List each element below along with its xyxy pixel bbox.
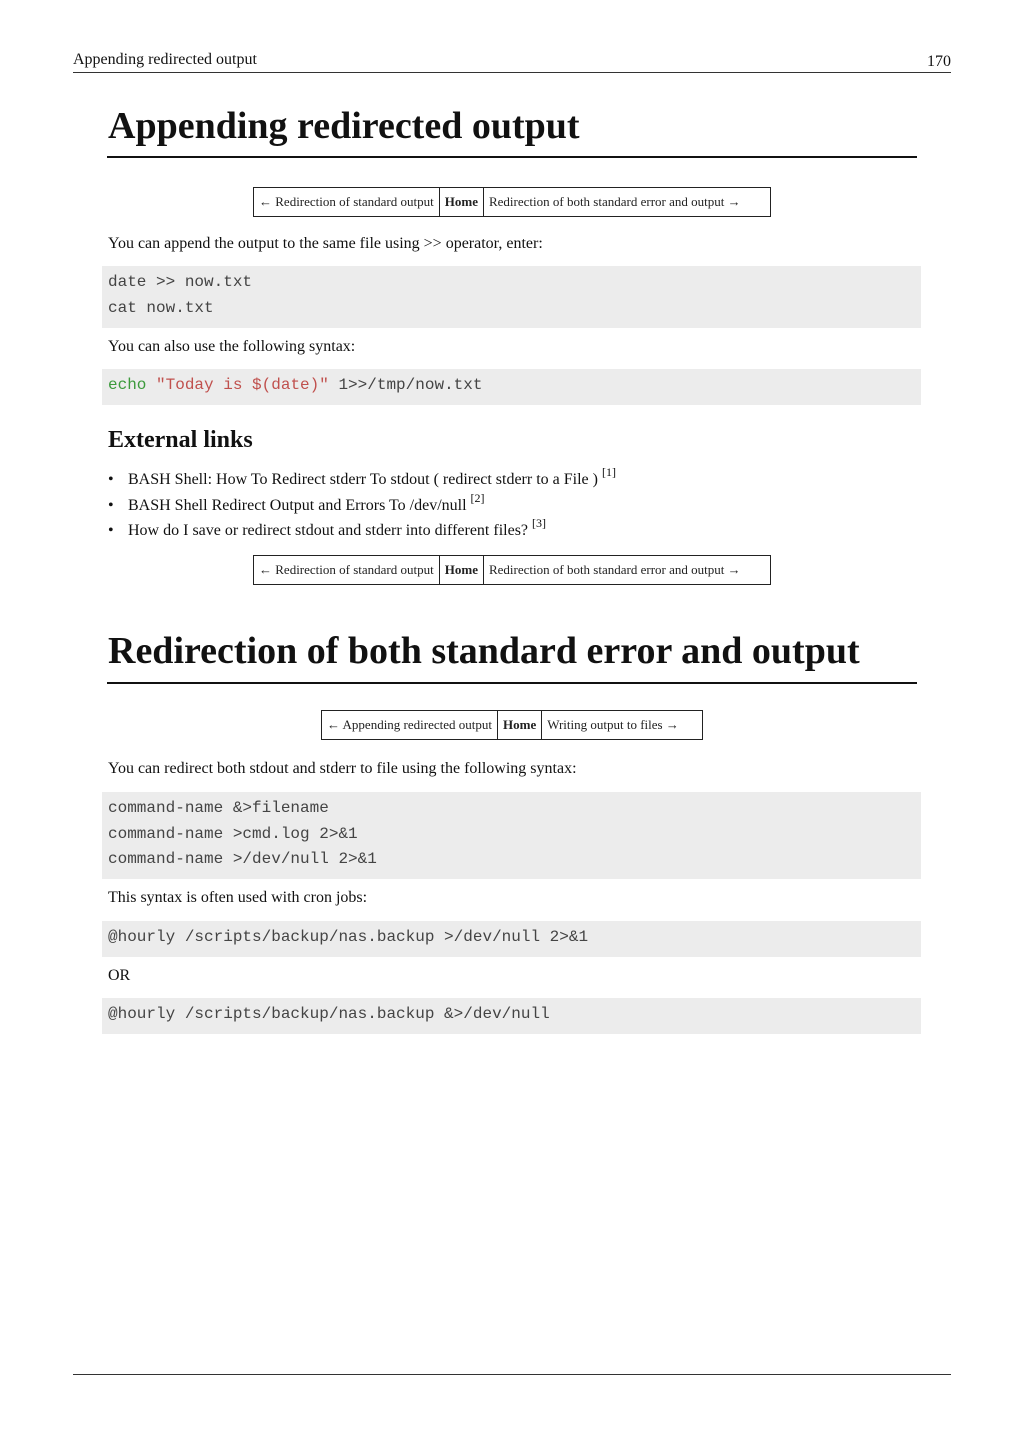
code-keyword: echo	[108, 376, 147, 394]
nav-box-bottom	[253, 555, 771, 585]
external-links-heading: External links	[108, 427, 253, 453]
running-header-title: Appending redirected output	[73, 51, 257, 68]
external-link[interactable]: BASH Shell Redirect Output and Errors To /dev/null	[128, 496, 467, 514]
nav-box-top	[253, 187, 771, 217]
page-number: 170	[927, 53, 951, 70]
code-rest: 1>>/tmp/now.txt	[328, 376, 483, 394]
reference-link[interactable]: [1]	[601, 465, 616, 479]
syntax-paragraph: You can also use the following syntax:	[108, 338, 356, 355]
code-block-append	[102, 266, 921, 328]
nav-prev-link[interactable]: ← Redirection of standard output	[259, 562, 434, 577]
nav-prev-link[interactable]: ← Appending redirected output	[327, 717, 492, 732]
nav-next-link[interactable]: Redirection of both standard error and output →	[483, 556, 746, 584]
intro-paragraph: You can append the output to the same file using >> operator, enter:	[108, 235, 543, 252]
nav-box-section2	[321, 710, 703, 740]
section-title-rule	[107, 156, 917, 158]
footer-rule	[73, 1374, 951, 1375]
reference-link[interactable]: [3]	[532, 516, 547, 530]
code-line: cat now.txt	[108, 298, 214, 317]
code-line: date >> now.txt	[108, 273, 253, 291]
list-item	[108, 460, 616, 486]
code-block-redirect-both	[102, 792, 921, 879]
nav-next-link[interactable]: Redirection of both standard error and output →	[483, 188, 746, 216]
bullet-icon: •	[108, 496, 114, 514]
code-line: command-name >cmd.log 2>&1	[108, 824, 358, 843]
list-item	[108, 511, 616, 537]
running-header	[73, 50, 951, 73]
reference-link[interactable]: [2]	[470, 490, 485, 505]
code-block-echo	[102, 369, 921, 405]
code-line: command-name &>filename	[108, 799, 329, 817]
nav-home-link[interactable]: Home	[497, 711, 541, 739]
nav-prev-link[interactable]: ← Redirection of standard output	[259, 194, 434, 209]
list-item	[108, 486, 616, 512]
code-block-cron-1	[102, 921, 921, 957]
nav-home-link[interactable]: Home	[439, 556, 483, 584]
code-block-cron-2	[102, 998, 921, 1034]
cron-paragraph: This syntax is often used with cron jobs:	[108, 889, 368, 906]
external-link[interactable]: BASH Shell: How To Redirect stderr To stdout ( redirect stderr to a File )	[128, 471, 598, 488]
code-line: @hourly /scripts/backup/nas.backup &>/dev/null	[108, 1005, 550, 1023]
nav-home-link[interactable]: Home	[439, 188, 483, 216]
section-title-rule	[107, 682, 917, 684]
section-title-appending: Appending redirected output	[108, 105, 580, 147]
code-string: "Today is $(date)"	[156, 376, 329, 394]
external-links-list	[108, 460, 616, 537]
code-line: @hourly /scripts/backup/nas.backup >/dev/null 2>&1	[108, 928, 589, 946]
or-paragraph: OR	[108, 967, 131, 984]
bullet-icon: •	[108, 471, 114, 488]
external-link[interactable]: How do I save or redirect stdout and stderr into different files?	[128, 522, 529, 539]
section-title-redirection-both: Redirection of both standard error and output	[108, 630, 860, 672]
nav-next-link[interactable]: Writing output to files →	[541, 711, 684, 739]
code-line: command-name >/dev/null 2>&1	[108, 850, 377, 868]
bullet-icon: •	[108, 522, 114, 539]
intro-paragraph: You can redirect both stdout and stderr to file using the following syntax:	[108, 760, 577, 777]
code-line	[108, 373, 915, 399]
